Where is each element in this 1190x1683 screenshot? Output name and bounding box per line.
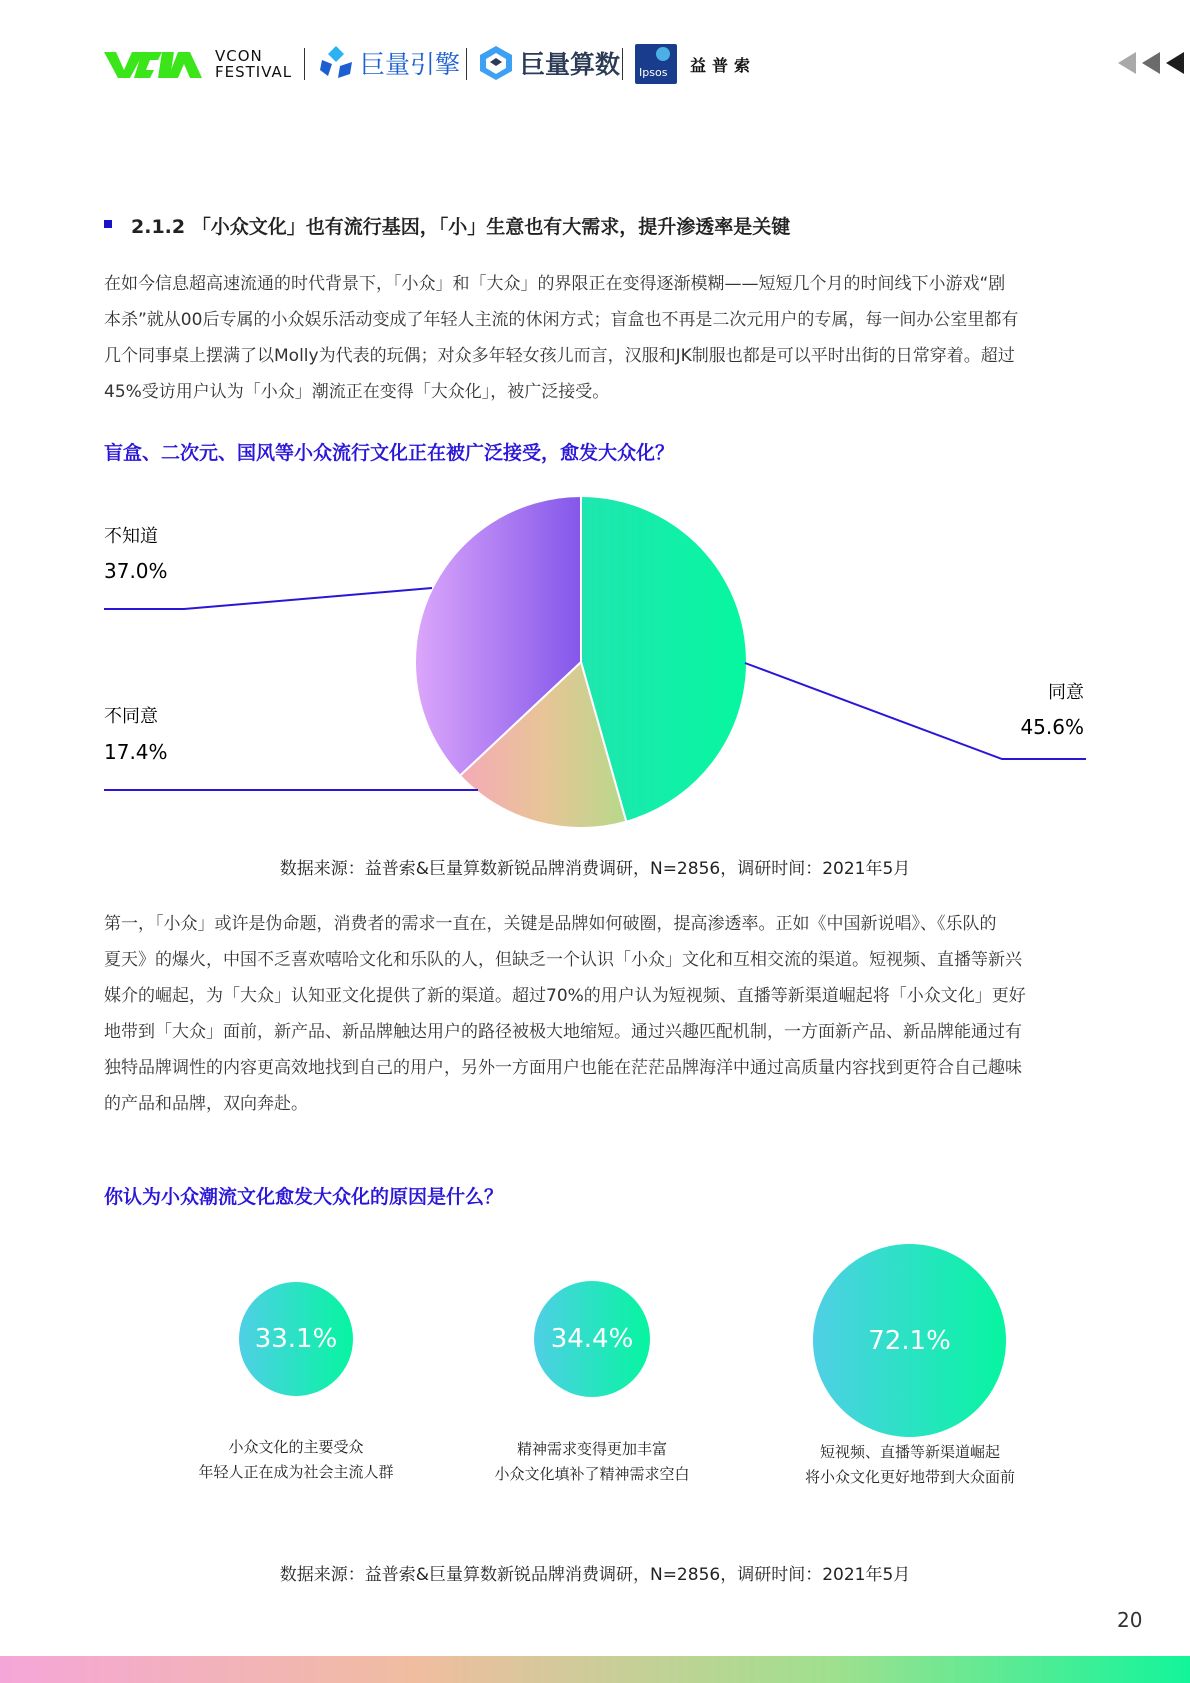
bubble-chart-title: 你认为小众潮流文化愈发大众化的原因是什么？ [104,1186,504,1208]
suanshu-name: 巨量算数 [520,50,621,79]
caption-line: 将小众文化更好地带到大众面前 [804,1468,1015,1486]
bubble-value: 34.4% [534,1281,650,1397]
caption-line: 短视频、直播等新渠道崛起 [819,1443,1000,1461]
slice-value-unknown: 37.0% [104,559,168,583]
paragraph-line: 媒介的崛起，为「大众」认知亚文化提供了新的渠道。超过70%的用户认为短视频、直播等新渠道崛起将「小众文化」更好 [104,986,1026,1006]
leader-line-unknown [104,588,432,609]
section-bullet [104,220,112,228]
paragraph-line: 地带到「大众」面前，新产品、新品牌触达用户的路径被极大地缩短。通过兴趣匹配机制，一方面新产品、新品牌能通过有 [104,1022,1022,1042]
vcon-logo [104,46,202,80]
leader-line-agree [745,663,1086,759]
intro-paragraph [104,266,1086,410]
pie-chart-title: 盲盒、二次元、国风等小众流行文化正在被广泛接受，愈发大众化？ [104,442,675,464]
back-arrows-icon [1118,50,1190,76]
data-source-note: 数据来源：益普索&巨量算数新锐品牌消费调研，N=2856，调研时间：2021年5月 [279,1565,911,1585]
bottom-gradient-bar [0,1656,1190,1683]
header-divider [466,48,467,80]
page-number: 20 [1117,1608,1143,1632]
pie-chart [0,470,1190,840]
analysis-paragraph [104,906,1086,1122]
paragraph-line: 的产品和品牌，双向奔赴。 [104,1094,308,1114]
caption-line: 小众文化的主要受众 [228,1438,364,1456]
vcon-line1: VCON [215,47,263,65]
paragraph-line: 45%受访用户认为「小众」潮流正在变得「大众化」，被广泛接受。 [104,382,610,402]
ipsos-mark-icon [635,44,677,66]
caption-line: 小众文化填补了精神需求空白 [494,1465,690,1483]
ipsos-logo-text: Ipsos [639,66,668,79]
bubble-value: 72.1% [813,1244,1006,1437]
yipusu-name: 益普索 [690,56,757,75]
bubble-caption [760,1440,1060,1490]
header-divider [622,48,623,80]
data-source-note: 数据来源：益普索&巨量算数新锐品牌消费调研，N=2856，调研时间：2021年5月 [279,859,911,879]
header-divider [304,48,305,80]
vcon-line2: FESTIVAL [215,63,293,81]
paragraph-line: 夏天》的爆火，中国不乏喜欢嘻哈文化和乐队的人，但缺乏一个认识「小众」文化和互相交流的渠道。短视频、直播等新兴 [104,950,1022,970]
caption-line: 精神需求变得更加丰富 [516,1440,667,1458]
slice-label-disagree: 不同意 [104,706,158,727]
slice-label-unknown: 不知道 [104,526,158,547]
bubble-caption [442,1437,742,1487]
ocean-engine-logo-icon [318,44,354,80]
slice-label-agree: 同意 [1048,682,1084,703]
paragraph-line: 独特品牌调性的内容更高效地找到自己的用户，另外一方面用户也能在茫茫品牌海洋中通过高质量内容找到更符合自己趣味 [104,1058,1022,1078]
paragraph-line: 本杀”就从00后专属的小众娱乐活动变成了年轻人主流的休闲方式；盲盒也不再是二次元用户的专属，每一间办公室里都有 [104,310,1019,330]
slice-value-disagree: 17.4% [104,740,168,764]
bubble-value: 33.1% [239,1282,353,1396]
caption-line: 年轻人正在成为社会主流人群 [198,1463,394,1481]
bubble-caption [146,1435,446,1485]
paragraph-line: 第一，「小众」或许是伪命题，消费者的需求一直在，关键是品牌如何破圈，提高渗透率。正如《中国新说唱》、《乐队的 [104,914,997,934]
vcon-festival-text [215,48,292,80]
ocean-engine-name: 巨量引擎 [360,50,461,79]
slice-value-agree: 45.6% [1020,715,1084,739]
suanshu-logo-icon [478,44,514,82]
section-title: 2.1.2 「小众文化」也有流行基因，「小」生意也有大需求，提升渗透率是关键 [131,216,791,238]
paragraph-line: 几个同事桌上摆满了以Molly为代表的玩偶；对众多年轻女孩儿而言，汉服和JK制服也都是可以平时出街的日常穿着。超过 [104,346,1015,366]
paragraph-line: 在如今信息超高速流通的时代背景下，「小众」和「大众」的界限正在变得逐渐模糊——短短几个月的时间线下小游戏“剧 [104,274,1006,294]
